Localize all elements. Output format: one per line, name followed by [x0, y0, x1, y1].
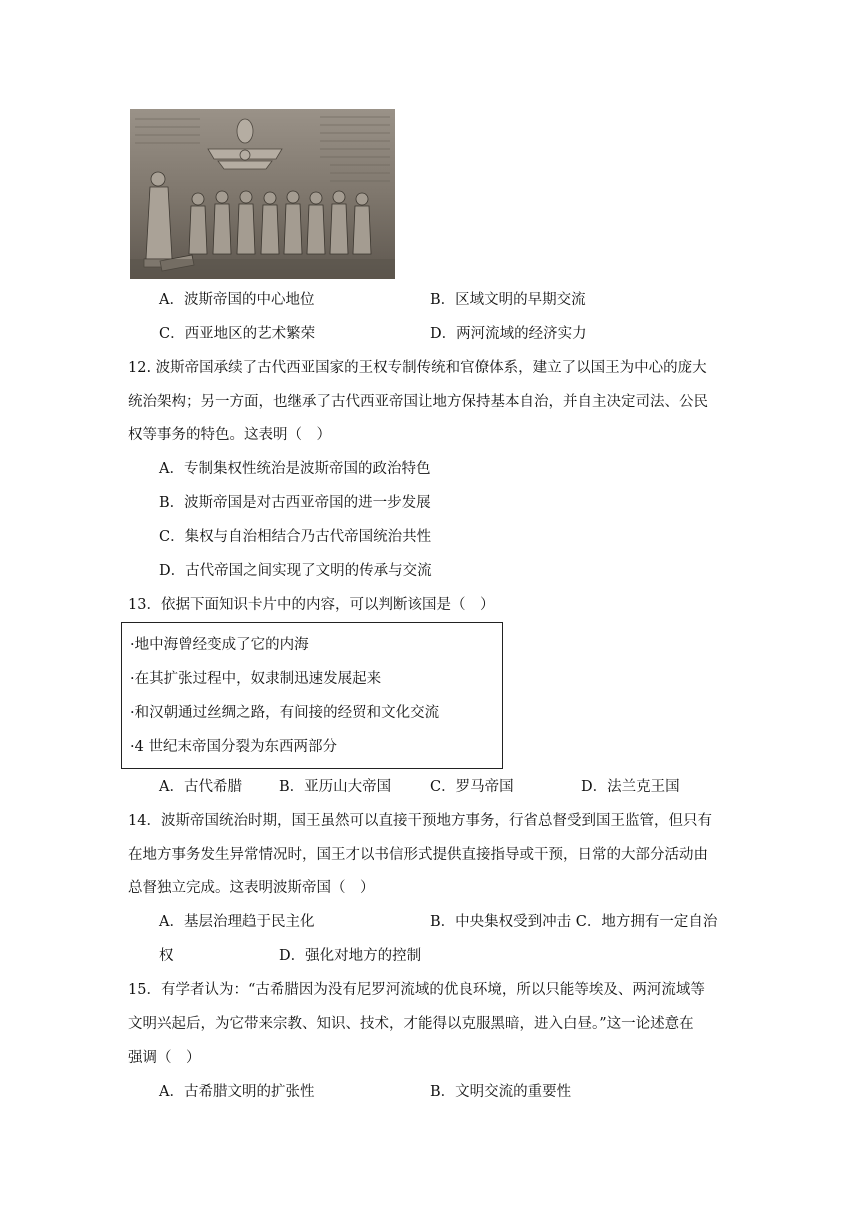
q12-stem-line-3: 权等事务的特色。这表明（ ） [128, 427, 331, 443]
q14-stem-line-1: 14．波斯帝国统治时期，国王虽然可以直接干预地方事务，行省总督受到国王监管，但只有 [128, 813, 712, 829]
q12-stem-line-2: 统治架构；另一方面，也继承了古代西亚帝国让地方保持基本自治，并自主决定司法、公民 [128, 394, 708, 410]
q14-option-c-tail: 权 [159, 948, 174, 964]
q13-option-b: B．亚历山大帝国 [279, 779, 392, 795]
q12-option-c: C．集权与自治相结合乃古代帝国统治共性 [159, 529, 432, 545]
q13-option-c: C．罗马帝国 [430, 779, 514, 795]
q15-stem-line-3: 强调（ ） [128, 1050, 201, 1066]
q13-stem: 13．依据下面知识卡片中的内容，可以判断该国是（ ） [128, 597, 495, 613]
q11-option-b: B．区域文明的早期交流 [430, 292, 586, 308]
q14-stem-line-2: 在地方事务发生异常情况时，国王才以书信形式提供直接指导或干预，日常的大部分活动由 [128, 847, 708, 863]
q11-option-d: D．两河流域的经济实力 [430, 326, 587, 342]
card-item-1: ·地中海曾经变成了它的内海 [130, 637, 309, 653]
q11-option-c: C．西亚地区的艺术繁荣 [159, 326, 316, 342]
q13-option-a: A．古代希腊 [159, 779, 242, 795]
relief-illustration [130, 109, 395, 279]
card-item-2: ·在其扩张过程中，奴隶制迅速发展起来 [130, 671, 382, 687]
card-item-3: ·和汉朝通过丝绸之路，有间接的经贸和文化交流 [130, 705, 440, 721]
behistun-relief-image [130, 109, 395, 279]
card-item-4: ·4 世纪末帝国分裂为东西两部分 [130, 739, 337, 755]
q14-option-b-c: B．中央集权受到冲击 C．地方拥有一定自治 [430, 914, 718, 930]
q12-stem-line-1: 12. 波斯帝国承续了古代西亚国家的王权专制传统和官僚体系，建立了以国王为中心的庞大 [128, 360, 707, 376]
q15-stem-line-1: 15．有学者认为：“古希腊因为没有尼罗河流域的优良环境，所以只能等埃及、两河流域等 [128, 982, 705, 998]
q15-stem-line-2: 文明兴起后，为它带来宗教、知识、技术，才能得以克服黑暗，进入白昼。”这一论述意在 [128, 1016, 694, 1032]
q14-stem-line-3: 总督独立完成。这表明波斯帝国（ ） [128, 880, 375, 896]
q12-option-d: D．古代帝国之间实现了文明的传承与交流 [159, 563, 432, 579]
q15-option-a: A．古希腊文明的扩张性 [159, 1084, 315, 1100]
q14-option-d: D．强化对地方的控制 [279, 948, 422, 964]
q12-option-b: B．波斯帝国是对古西亚帝国的进一步发展 [159, 495, 431, 511]
q15-option-b: B．文明交流的重要性 [430, 1084, 572, 1100]
q14-option-a: A．基层治理趋于民主化 [159, 914, 315, 930]
q13-option-d: D．法兰克王国 [581, 779, 680, 795]
q12-option-a: A．专制集权性统治是波斯帝国的政治特色 [159, 461, 431, 477]
q11-option-a: A．波斯帝国的中心地位 [159, 292, 315, 308]
